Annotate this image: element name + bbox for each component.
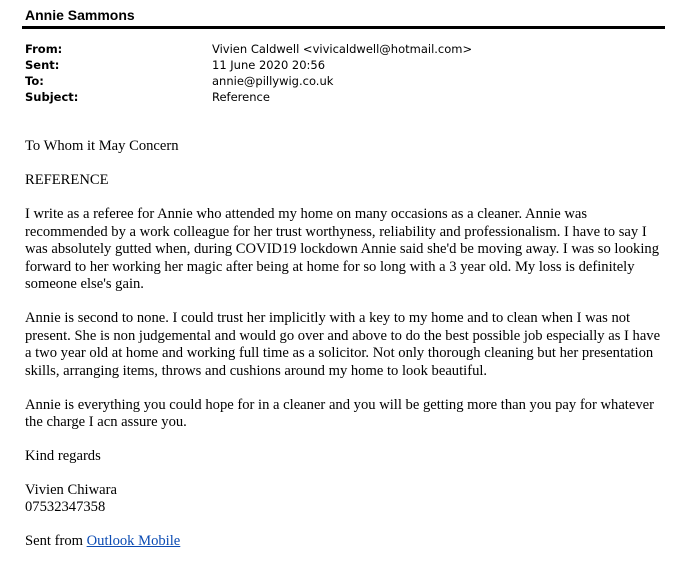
header-to-row bbox=[25, 73, 472, 89]
sent-from-line bbox=[25, 533, 665, 551]
email-headers bbox=[25, 41, 472, 105]
header-sent-value: 11 June 2020 20:56 bbox=[212, 58, 326, 72]
closing: Kind regards bbox=[25, 448, 101, 464]
header-subject-label: Subject: bbox=[25, 90, 79, 104]
header-subject-value: Reference bbox=[212, 90, 270, 104]
header-to-value: annie@pillywig.co.uk bbox=[212, 74, 334, 88]
header-divider bbox=[22, 26, 665, 29]
sender-display-name: Annie Sammons bbox=[25, 7, 135, 23]
outlook-mobile-link[interactable]: Outlook Mobile bbox=[86, 533, 181, 549]
reference-heading: REFERENCE bbox=[25, 172, 109, 188]
body-paragraph-3: Annie is everything you could hope for in a cleaner and you will be getting more than you pay for whatever the charge I acn assure you. bbox=[25, 396, 654, 430]
email-body bbox=[25, 138, 665, 567]
body-paragraph-1: I write as a referee for Annie who attended my home on many occasions as a cleaner. Annie was recommended by a work colleague for her trust worthyness, reliability and professionalism. I have to say I was absolutely gutted when, during COVID19 lockdown Annie said she'd be moving away. I was so looking forward to her working her magic after being at home for so long with a 3 year old. My loss is definitely someone else's gain. bbox=[25, 206, 659, 292]
body-paragraph-2: Annie is second to none. I could trust her implicitly with a key to my home and to clean when I was not present. She is non judgemental and would go over and above to do the best possible job especially as I have a two year old at home and working full time as a solicitor. Not only thorough cleaning but her presentation skills, arranging items, throws and cushions around my home to look beautiful. bbox=[25, 310, 661, 379]
signature bbox=[25, 482, 665, 517]
signature-phone: 07532347358 bbox=[25, 499, 106, 515]
header-sent-label: Sent: bbox=[25, 58, 60, 72]
header-subject-row bbox=[25, 89, 472, 105]
signature-name: Vivien Chiwara bbox=[25, 481, 117, 498]
sent-from-prefix: Sent from bbox=[25, 533, 87, 549]
header-from-value: Vivien Caldwell <vivicaldwell@hotmail.com> bbox=[212, 42, 473, 56]
salutation: To Whom it May Concern bbox=[25, 138, 179, 154]
header-from-label: From: bbox=[25, 42, 63, 56]
header-sent-row bbox=[25, 57, 472, 73]
header-from-row bbox=[25, 41, 472, 57]
header-to-label: To: bbox=[25, 74, 44, 88]
